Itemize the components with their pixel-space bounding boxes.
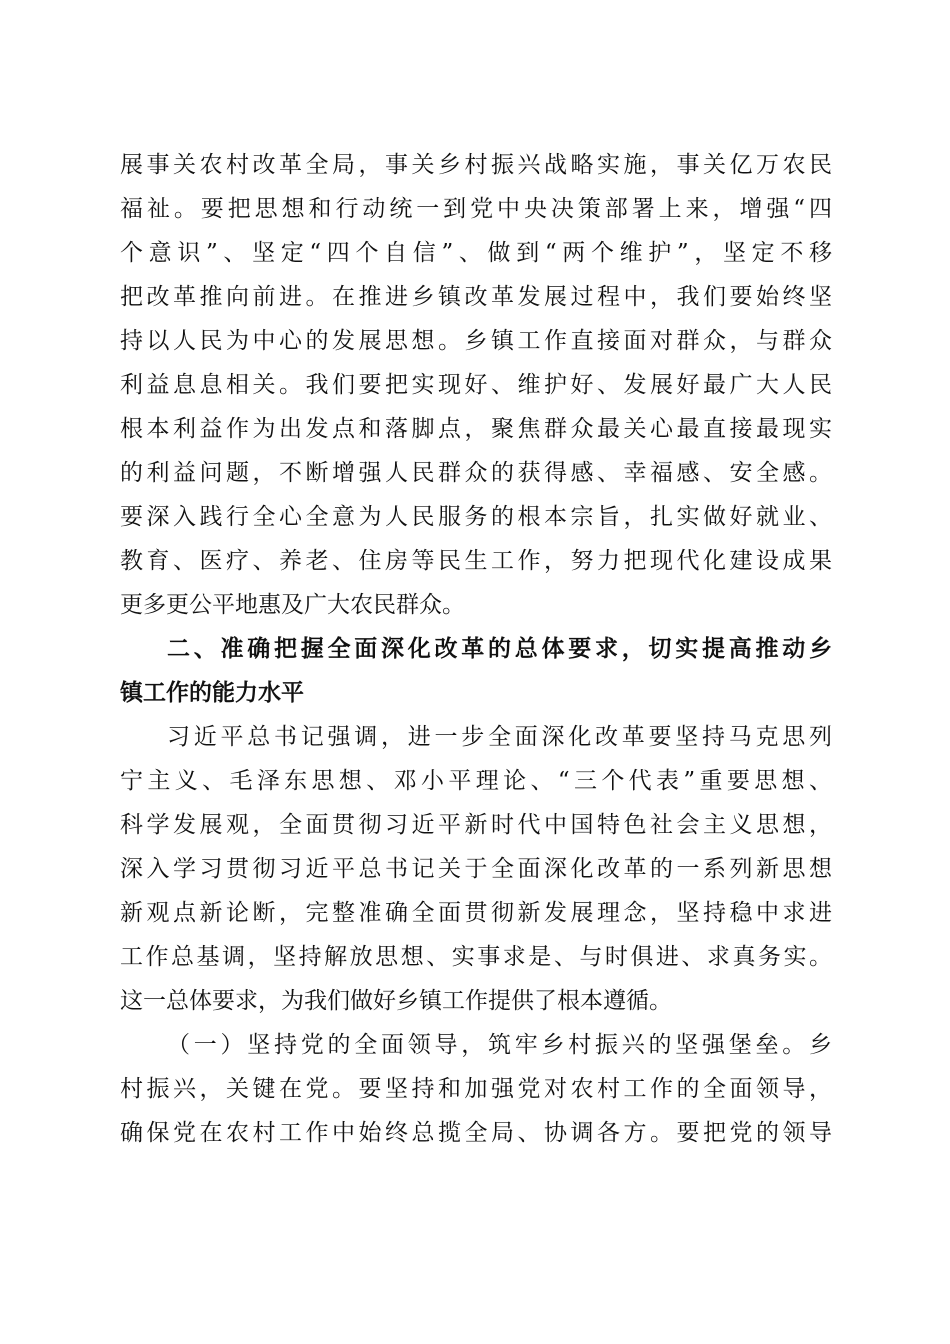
section-heading: 镇工作的能力水平 [120, 680, 304, 706]
paragraph-line: 的利益问题，不断增强人民群众的获得感、幸福感、安全感。 [120, 460, 832, 486]
paragraph-line: 福祉。要把思想和行动统一到党中央决策部署上来，增强“四 [120, 196, 832, 222]
sub-heading: （一）坚持党的全面领导，筑牢乡村振兴的坚强堡垒。 [167, 1032, 809, 1058]
paragraph-line: 利益息息相关。我们要把实现好、维护好、发展好最广大人民 [120, 372, 832, 398]
document-body [120, 143, 832, 1155]
paragraph-line: 把改革推向前进。在推进乡镇改革发展过程中，我们要始终坚 [120, 284, 832, 310]
paragraph-line: 更多更公平地惠及广大农民群众。 [120, 592, 465, 618]
paragraph-line: 这一总体要求，为我们做好乡镇工作提供了根本遵循。 [120, 988, 672, 1014]
paragraph-line: 展事关农村改革全局，事关乡村振兴战略实施，事关亿万农民 [120, 152, 832, 178]
paragraph-line: 教育、医疗、养老、住房等民生工作，努力把现代化建设成果 [120, 548, 832, 574]
paragraph-text: 乡 [809, 1032, 832, 1058]
paragraph-line: 持以人民为中心的发展思想。乡镇工作直接面对群众，与群众 [120, 328, 832, 354]
paragraph-line: 要深入践行全心全意为人民服务的根本宗旨，扎实做好就业、 [120, 504, 832, 530]
paragraph-line: 村振兴，关键在党。要坚持和加强党对农村工作的全面领导， [120, 1076, 832, 1102]
paragraph-line [120, 1023, 832, 1067]
paragraph-line: 宁主义、毛泽东思想、邓小平理论、“三个代表”重要思想、 [120, 768, 832, 794]
paragraph-line: 深入学习贯彻习近平总书记关于全面深化改革的一系列新思想 [120, 856, 832, 882]
paragraph-line: 新观点新论断，完整准确全面贯彻新发展理念，坚持稳中求进 [120, 900, 832, 926]
paragraph-line: 工作总基调，坚持解放思想、实事求是、与时俱进、求真务实。 [120, 944, 832, 970]
paragraph-line: 确保党在农村工作中始终总揽全局、协调各方。要把党的领导 [120, 1120, 832, 1146]
paragraph-line: 科学发展观，全面贯彻习近平新时代中国特色社会主义思想， [120, 812, 832, 838]
paragraph-line: 习近平总书记强调，进一步全面深化改革要坚持马克思列 [167, 724, 832, 750]
section-heading: 二、准确把握全面深化改革的总体要求，切实提高推动乡 [167, 636, 832, 662]
paragraph-line: 根本利益作为出发点和落脚点，聚焦群众最关心最直接最现实 [120, 416, 832, 442]
paragraph-line: 个意识”、坚定“四个自信”、做到“两个维护”，坚定不移 [120, 240, 832, 266]
